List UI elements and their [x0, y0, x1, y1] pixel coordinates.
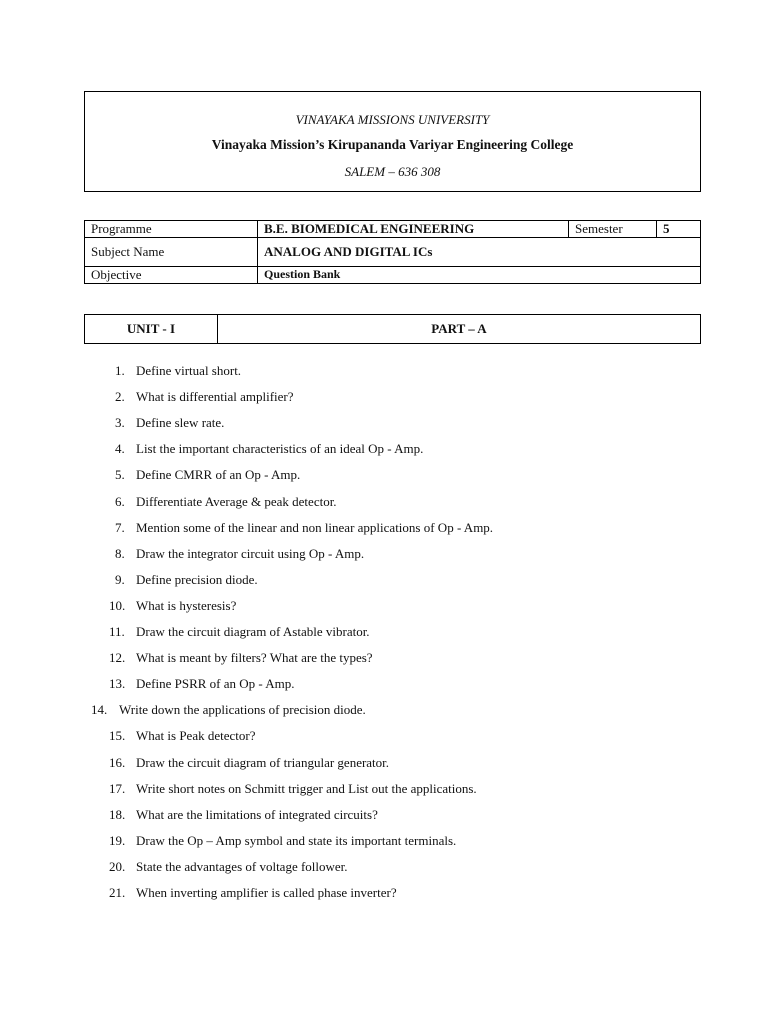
header-box — [84, 91, 701, 192]
list-item — [109, 728, 255, 744]
question-text: State the advantages of voltage follower. — [136, 859, 348, 874]
question-number: 21. — [109, 885, 126, 900]
list-item — [109, 755, 389, 771]
list-item — [109, 781, 477, 797]
question-text: Define precision diode. — [136, 572, 258, 587]
question-text: When inverting amplifier is called phase inverter? — [136, 885, 397, 900]
list-item — [91, 702, 366, 718]
question-text: Draw the circuit diagram of Astable vibrator. — [136, 624, 370, 639]
question-text: What is hysteresis? — [136, 598, 237, 613]
question-text: What is differential amplifier? — [136, 389, 294, 404]
list-item — [109, 676, 295, 692]
question-text: Write down the applications of precision diode. — [119, 702, 366, 717]
programme-value: B.E. BIOMEDICAL ENGINEERING — [258, 221, 569, 238]
question-number: 20. — [109, 859, 126, 874]
question-text: Differentiate Average & peak detector. — [136, 494, 337, 509]
subject-label: Subject Name — [85, 238, 258, 267]
college-city: SALEM – 636 308 — [344, 164, 441, 179]
objective-label: Objective — [85, 267, 258, 284]
list-item — [115, 389, 294, 405]
list-item — [109, 624, 370, 640]
question-number: 16. — [109, 755, 126, 770]
question-number: 3. — [115, 415, 125, 430]
question-number: 5. — [115, 467, 125, 482]
list-item — [109, 859, 348, 875]
question-text: List the important characteristics of an ideal Op - Amp. — [136, 441, 424, 456]
unit-label: UNIT - I — [85, 315, 218, 344]
question-number: 8. — [115, 546, 125, 561]
list-item — [109, 598, 236, 614]
question-text: Draw the Op – Amp symbol and state its important terminals. — [136, 833, 457, 848]
unit-header-table — [84, 314, 701, 344]
semester-value: 5 — [657, 221, 701, 238]
semester-label: Semester — [569, 221, 657, 238]
question-text: Write short notes on Schmitt trigger and List out the applications. — [136, 781, 477, 796]
list-item — [115, 494, 337, 510]
question-text: What is meant by filters? What are the types? — [136, 650, 373, 665]
question-text: Draw the integrator circuit using Op - Amp. — [136, 546, 365, 561]
list-item — [109, 807, 378, 823]
question-number: 19. — [109, 833, 126, 848]
question-number: 2. — [115, 389, 125, 404]
objective-value: Question Bank — [258, 267, 701, 284]
programme-label: Programme — [85, 221, 258, 238]
question-number: 10. — [109, 598, 126, 613]
question-number: 17. — [109, 781, 126, 796]
list-item — [109, 885, 397, 901]
list-item — [115, 415, 224, 431]
question-number: 13. — [109, 676, 126, 691]
question-number: 18. — [109, 807, 126, 822]
question-text: Mention some of the linear and non linear applications of Op - Amp. — [136, 520, 494, 535]
university-name: VINAYAKA MISSIONS UNIVERSITY — [295, 112, 490, 127]
list-item — [109, 833, 456, 849]
question-number: 1. — [115, 363, 125, 378]
college-name: Vinayaka Mission’s Kirupananda Variyar Engineering College — [211, 137, 574, 152]
question-number: 7. — [115, 520, 125, 535]
question-text: Define CMRR of an Op - Amp. — [136, 467, 301, 482]
question-text: Define virtual short. — [136, 363, 242, 378]
question-text: What is Peak detector? — [136, 728, 256, 743]
question-text: Draw the circuit diagram of triangular generator. — [136, 755, 390, 770]
list-item — [115, 441, 423, 457]
question-text: Define PSRR of an Op - Amp. — [136, 676, 295, 691]
list-item — [115, 572, 258, 588]
question-number: 15. — [109, 728, 126, 743]
part-label: PART – A — [218, 315, 701, 344]
question-text: What are the limitations of integrated circuits? — [136, 807, 378, 822]
question-number: 11. — [109, 624, 125, 639]
question-number: 14. — [91, 702, 108, 717]
list-item — [115, 546, 364, 562]
course-info-table — [84, 220, 701, 284]
question-text: Define slew rate. — [136, 415, 225, 430]
list-item — [115, 467, 300, 483]
list-item — [115, 520, 493, 536]
question-number: 6. — [115, 494, 125, 509]
list-item — [109, 650, 373, 666]
question-number: 4. — [115, 441, 125, 456]
question-number: 12. — [109, 650, 126, 665]
subject-value: ANALOG AND DIGITAL ICs — [258, 238, 701, 267]
question-number: 9. — [115, 572, 125, 587]
list-item — [115, 363, 241, 379]
